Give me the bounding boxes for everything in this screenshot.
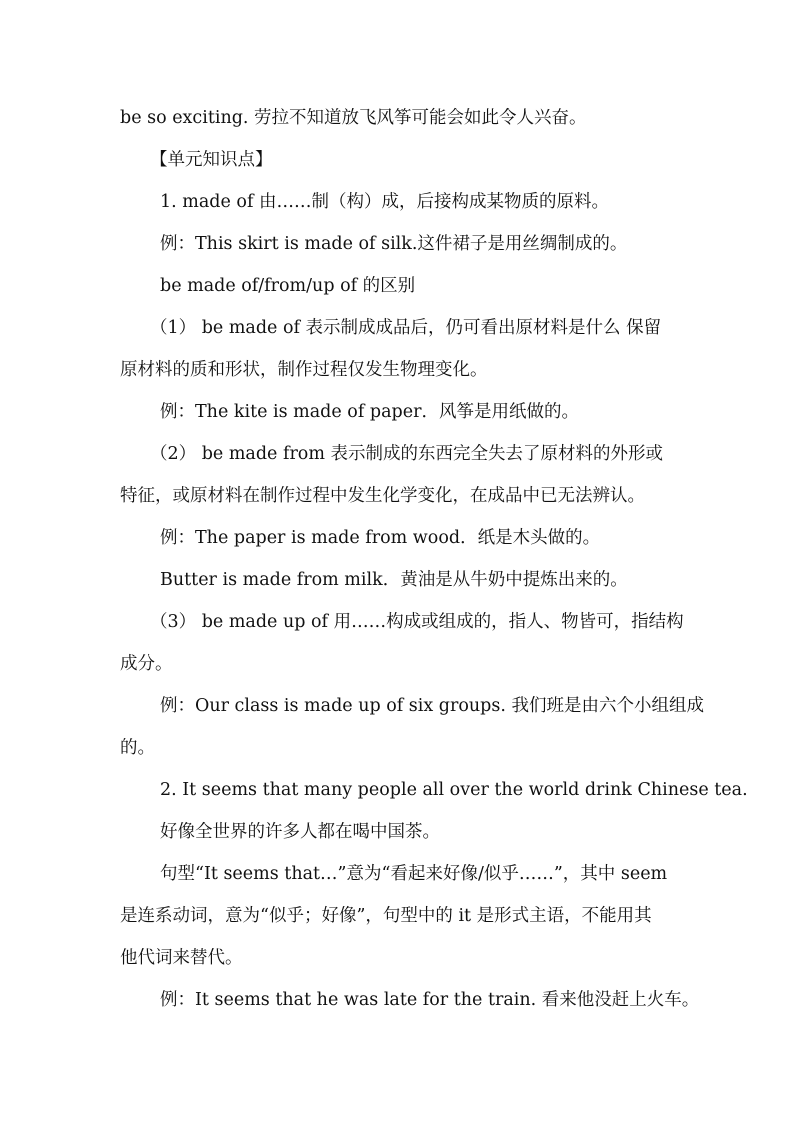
rule-3-line-1: （3） be made up of 用……构成或组成的，指人、物皆可，指结构 [150,612,684,632]
pattern-explanation-line-1: 句型“It seems that…”意为“看起来好像/似乎……”，其中 seem [160,864,668,884]
example-butter: Butter is made from milk．黄油是从牛奶中提炼出来的。 [160,570,628,590]
example-class-line-1: 例：Our class is made up of six groups. 我们班是由六个小组组成 [160,696,704,716]
example-train: 例：It seems that he was late for the train. 看来他没赶上火车。 [160,990,700,1010]
example-silk: 例：This skirt is made of silk.这件裙子是用丝绸制成的。 [160,234,628,254]
pattern-explanation-line-3: 他代词来替代。 [120,948,243,968]
pattern-explanation-line-2: 是连系动词，意为“似乎；好像”，句型中的 it 是形式主语，不能用其 [120,906,652,926]
rule-3-line-2: 成分。 [120,654,173,674]
point-2-translation: 好像全世界的许多人都在喝中国茶。 [160,822,440,842]
section-heading: 【单元知识点】 [150,150,273,170]
rule-1-line-1: （1） be made of 表示制成成品后，仍可看出原材料是什么 保留 [150,318,662,338]
subheading-difference: be made of/from/up of 的区别 [160,276,416,296]
example-kite: 例：The kite is made of paper．风筝是用纸做的。 [160,402,579,422]
rule-2-line-1: （2） be made from 表示制成的东西完全失去了原材料的外形或 [150,444,664,464]
point-2-heading: 2. It seems that many people all over the world drink Chinese tea. [160,780,748,800]
text-line-continuation: be so exciting. 劳拉不知道放飞风筝可能会如此令人兴奋。 [120,108,587,128]
example-class-line-2: 的。 [120,738,155,758]
point-1-heading: 1. made of 由……制（构）成，后接构成某物质的原料。 [160,192,609,212]
example-paper: 例：The paper is made from wood．纸是木头做的。 [160,528,601,548]
rule-2-line-2: 特征，或原材料在制作过程中发生化学变化，在成品中已无法辨认。 [120,486,645,506]
rule-1-line-2: 原材料的质和形状，制作过程仅发生物理变化。 [120,360,488,380]
